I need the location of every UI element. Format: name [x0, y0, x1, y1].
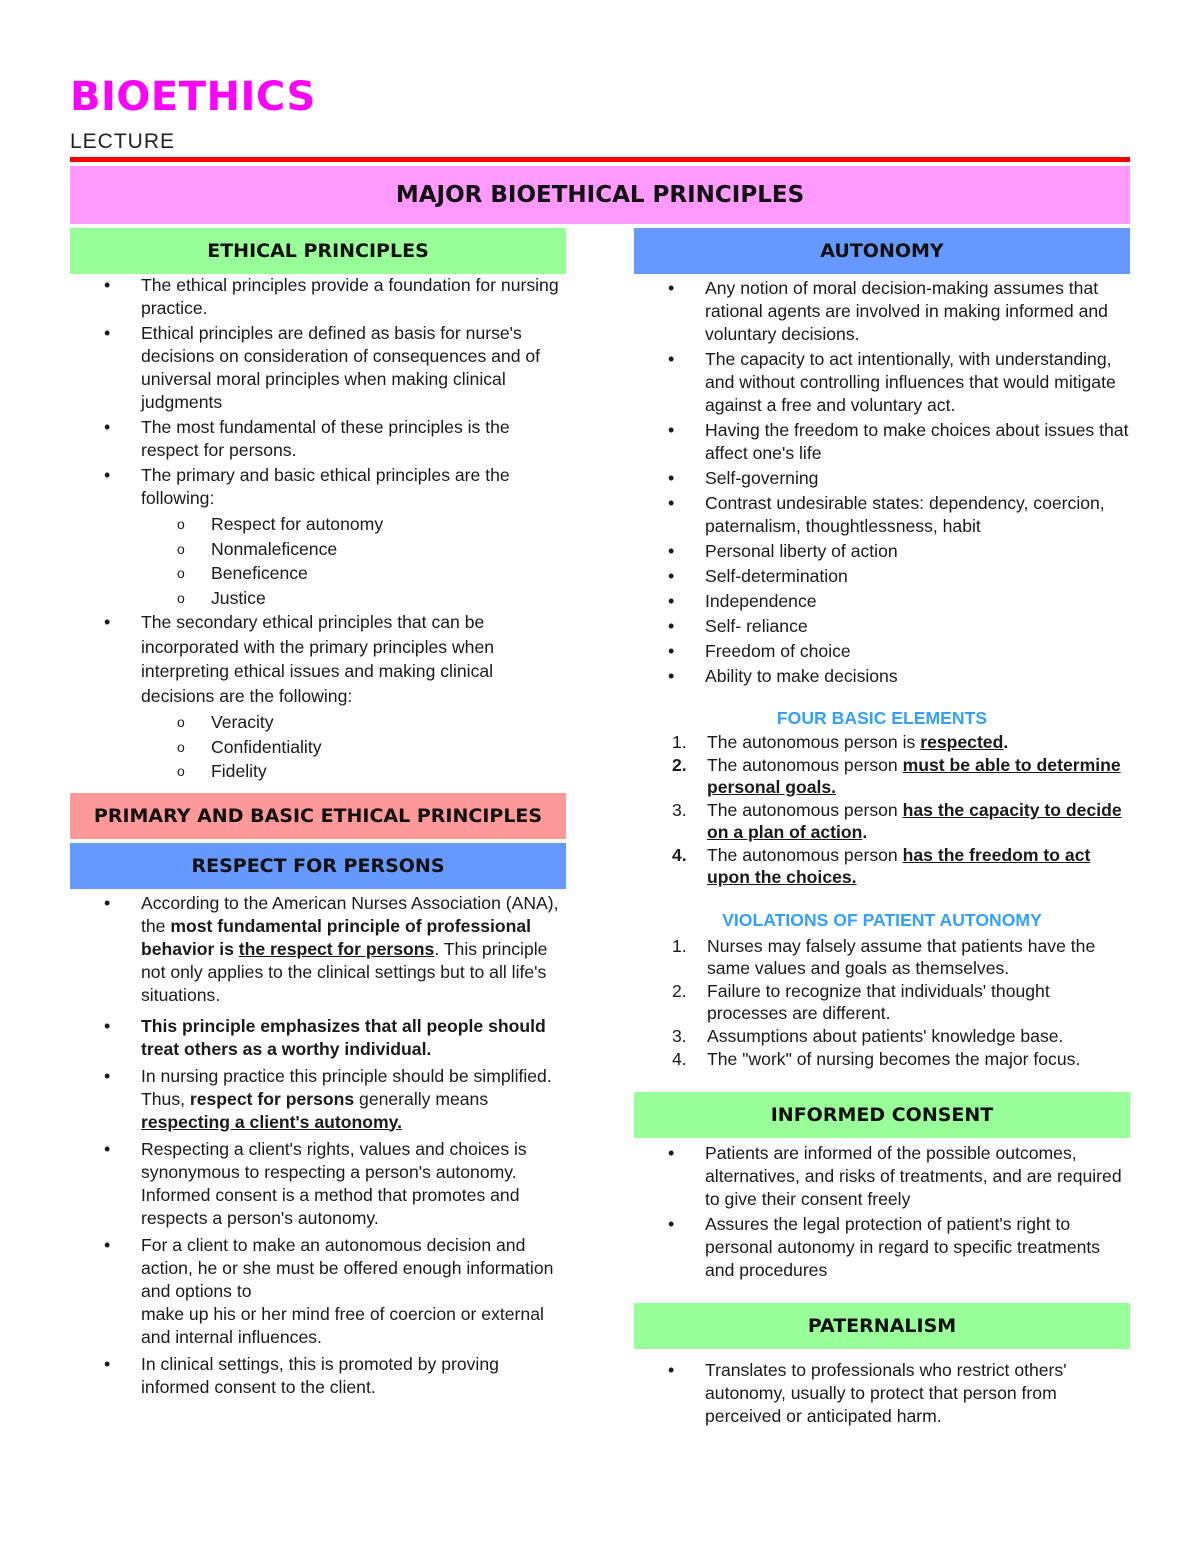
document-title: BIOETHICS — [70, 74, 316, 120]
four-basic-elements-heading: FOUR BASIC ELEMENTS — [776, 708, 988, 728]
list-item — [634, 980, 1130, 1024]
list-item — [634, 799, 1130, 843]
bold-text: . — [862, 822, 868, 842]
bold-text: respect for persons — [189, 1088, 355, 1109]
list-item: • The ethical principles provide a foundation for nursing practice. — [70, 274, 566, 320]
respect-for-persons-list — [70, 892, 566, 1399]
primary-basic-heading: PRIMARY AND BASIC ETHICAL PRINCIPLES — [70, 793, 566, 839]
list-item: • Self- reliance — [634, 615, 1130, 638]
secondary-principles-sublist — [70, 710, 566, 784]
list-item — [70, 1234, 566, 1349]
item-number: 2. — [672, 981, 687, 1001]
item-number: 1. — [672, 732, 687, 752]
secondary-intro-list — [70, 610, 566, 708]
underlined-text: the respect for persons — [238, 938, 435, 959]
sublist-item: o Respect for autonomy — [70, 512, 566, 537]
list-item: • The most fundamental of these principles is the respect for persons. — [70, 416, 566, 462]
primary-principles-sublist — [70, 512, 566, 610]
underlined-text: respecting a client's autonomy. — [141, 1111, 402, 1132]
four-basic-elements-list — [634, 731, 1130, 888]
list-item — [634, 1048, 1130, 1070]
underlined-text: has the freedom to act upon the choices. — [707, 845, 1091, 887]
list-item: • The capacity to act intentionally, with understanding, and without controlling influences that would mitigate against a free and voluntary act. — [634, 348, 1130, 417]
right-column — [634, 228, 1130, 1430]
text-run: The "work" of nursing becomes the major focus. — [707, 1049, 1081, 1069]
list-item — [634, 844, 1130, 888]
list-item: • Patients are informed of the possible outcomes, alternatives, and risks of treatments, and are required to give their consent freely — [634, 1142, 1130, 1211]
underlined-text: must be able to determine personal goals. — [707, 755, 1121, 797]
list-item — [634, 754, 1130, 798]
list-item — [634, 935, 1130, 979]
text-run: The autonomous person — [707, 755, 903, 775]
bold-text: . — [1003, 732, 1009, 752]
list-item: • Respecting a client's rights, values and choices is synonymous to respecting a person's autonomy. Informed consent is a method that promotes and respects a person's autonomy. — [70, 1138, 566, 1230]
underlined-text: has the capacity to decide on a plan of action — [707, 800, 1122, 842]
sublist-item: o Justice — [70, 586, 566, 611]
list-item: • Freedom of choice — [634, 640, 1130, 663]
list-item: • Self-determination — [634, 565, 1130, 588]
list-item — [70, 892, 566, 1007]
list-item: • Having the freedom to make choices about issues that affect one's life — [634, 419, 1130, 465]
underlined-text: respected — [920, 732, 1004, 752]
list-item: • Assures the legal protection of patient's right to personal autonomy in regard to specific treatments and procedures — [634, 1213, 1130, 1282]
ethical-principles-list — [70, 274, 566, 510]
list-item — [634, 1025, 1130, 1047]
list-item — [70, 1065, 566, 1134]
violations-list — [634, 935, 1130, 1070]
text-run: The autonomous person is — [707, 732, 921, 752]
informed-consent-heading: INFORMED CONSENT — [634, 1092, 1130, 1138]
sublist-item: o Nonmaleficence — [70, 537, 566, 562]
sublist-item: o Fidelity — [70, 759, 566, 784]
list-item: • Any notion of moral decision-making assumes that rational agents are involved in making informed and voluntary decisions. — [634, 277, 1130, 346]
autonomy-list — [634, 277, 1130, 688]
list-item: • Contrast undesirable states: dependency, coercion, paternalism, thoughtlessness, habit — [634, 492, 1130, 538]
item-number: 2. — [672, 755, 687, 775]
list-item: • Independence — [634, 590, 1130, 613]
list-item: • Personal liberty of action — [634, 540, 1130, 563]
sublist-item: o Veracity — [70, 710, 566, 735]
list-item: • Translates to professionals who restrict others' autonomy, usually to protect that person from perceived or anticipated harm. — [634, 1359, 1130, 1428]
ethical-principles-heading: ETHICAL PRINCIPLES — [70, 228, 566, 274]
item-number: 3. — [672, 1026, 687, 1046]
list-item: • Ethical principles are defined as basis for nurse's decisions on consideration of consequences and of universal moral principles when making clinical judgments — [70, 322, 566, 414]
item-number: 4. — [672, 845, 687, 865]
violations-heading: VIOLATIONS OF PATIENT AUTONOMY — [722, 910, 1042, 930]
text-run: The autonomous person — [707, 845, 903, 865]
item-number: 3. — [672, 800, 687, 820]
list-item: • Self-governing — [634, 467, 1130, 490]
autonomy-heading: AUTONOMY — [634, 228, 1130, 274]
paternalism-list — [634, 1359, 1130, 1428]
list-item — [70, 464, 566, 510]
left-column — [70, 228, 566, 1401]
text-run: Nurses may falsely assume that patients have the same values and goals as themselves. — [707, 936, 1096, 978]
item-number: 1. — [672, 936, 687, 956]
bold-text: This principle emphasizes that all people should treat others as a worthy individual. — [141, 1015, 546, 1059]
text-run: For a client to make an autonomous decision and action, he or she must be offered enough information and options to — [141, 1234, 554, 1301]
paternalism-heading: PATERNALISM — [634, 1303, 1130, 1349]
list-item: • The secondary ethical principles that can be incorporated with the primary principles when interpreting ethical issues and making clinical decisions are the following: — [70, 610, 566, 708]
document-subtitle: LECTURE — [70, 130, 176, 153]
text-run: make up his or her mind free of coercion or external and internal influences. — [141, 1303, 544, 1347]
respect-for-persons-heading: RESPECT FOR PERSONS — [70, 843, 566, 889]
text-run: generally means — [354, 1088, 489, 1109]
text-run: The autonomous person — [707, 800, 903, 820]
list-item — [70, 1015, 566, 1061]
sublist-item: o Beneficence — [70, 561, 566, 586]
sublist-item: o Confidentiality — [70, 735, 566, 760]
list-item — [634, 731, 1130, 753]
informed-consent-list — [634, 1142, 1130, 1282]
list-item: • In clinical settings, this is promoted by proving informed consent to the client. — [70, 1353, 566, 1399]
item-number: 4. — [672, 1049, 687, 1069]
text-run: Assumptions about patients' knowledge base. — [707, 1026, 1064, 1046]
main-banner: MAJOR BIOETHICAL PRINCIPLES — [70, 166, 1130, 224]
text-run: . This principle not only applies to the clinical settings but to all life's situations. — [141, 938, 548, 1005]
list-item: • Ability to make decisions — [634, 665, 1130, 688]
title-rule — [70, 157, 1130, 162]
bold-text: most fundamental principle of professional behavior is — [141, 915, 532, 959]
text-run: Failure to recognize that individuals' thought processes are different. — [707, 981, 1050, 1023]
text-run: According to the American Nurses Association (ANA), the — [141, 892, 559, 936]
text-run: In nursing practice this principle should be simplified. Thus, — [141, 1065, 552, 1109]
list-item-text: The primary and basic ethical principles are the following: — [141, 465, 510, 508]
